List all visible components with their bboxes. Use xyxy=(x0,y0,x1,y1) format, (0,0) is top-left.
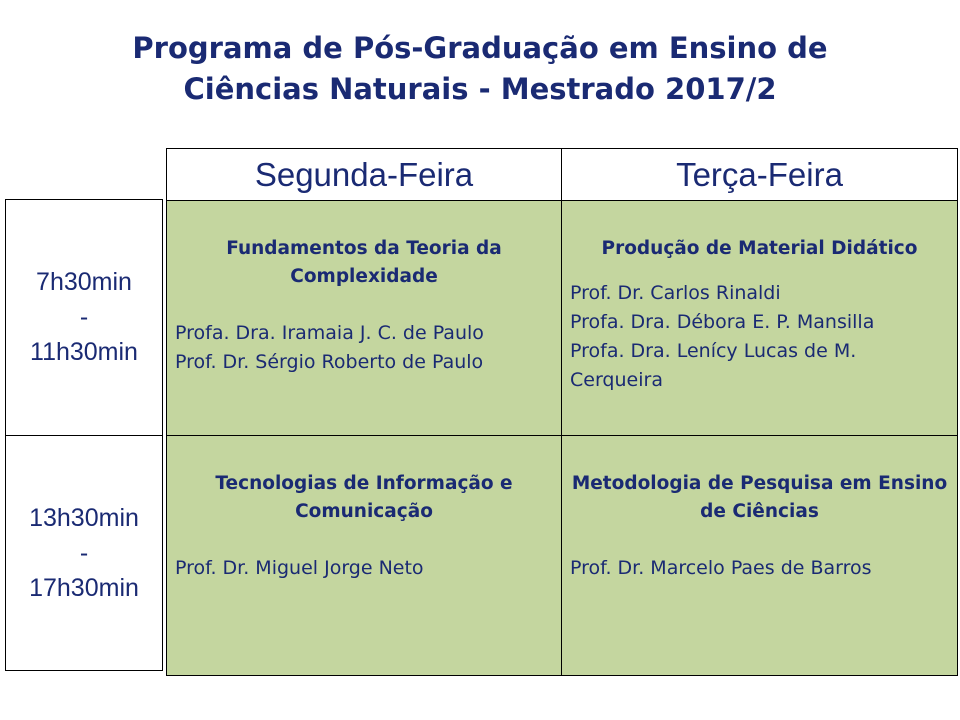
title-line-1: Programa de Pós-Graduação em Ensino de xyxy=(132,31,828,65)
professor-name: Cerqueira xyxy=(570,369,663,391)
time-slot-afternoon xyxy=(5,435,163,671)
professor-name: Prof. Dr. Marcelo Paes de Barros xyxy=(570,557,872,579)
time-end: 17h30min xyxy=(29,573,139,602)
class-cell-morning-monday xyxy=(166,200,562,436)
title-line-2: Ciências Naturais - Mestrado 2017/2 xyxy=(183,72,777,106)
time-separator: - xyxy=(79,303,89,331)
time-end: 11h30min xyxy=(30,338,138,366)
professor-name: Prof. Dr. Carlos Rinaldi xyxy=(570,282,781,304)
professor-name: Profa. Dra. Lenícy Lucas de M. xyxy=(570,340,857,362)
page-title xyxy=(0,28,960,110)
class-cell-morning-tuesday xyxy=(561,200,958,436)
day-header-tuesday: Terça-Feira xyxy=(561,148,958,201)
time-separator: - xyxy=(79,538,89,567)
course-name: Tecnologias de Informação e Comunicação xyxy=(215,473,513,522)
professor-name: Prof. Dr. Sérgio Roberto de Paulo xyxy=(175,351,484,373)
day-header-monday: Segunda-Feira xyxy=(166,148,562,201)
professor-list xyxy=(175,554,553,583)
professor-list xyxy=(570,554,949,583)
class-cell-afternoon-tuesday xyxy=(561,435,958,676)
time-start: 7h30min xyxy=(36,268,132,296)
class-cell-afternoon-monday xyxy=(166,435,562,676)
course-name: Metodologia de Pesquisa em Ensino de Ciências xyxy=(571,473,948,522)
time-slot-morning xyxy=(5,199,163,436)
professor-name: Profa. Dra. Débora E. P. Mansilla xyxy=(570,311,875,333)
professor-list xyxy=(570,279,949,395)
time-start: 13h30min xyxy=(29,503,139,532)
course-name: Produção de Material Didático xyxy=(601,238,918,259)
professor-name: Profa. Dra. Iramaia J. C. de Paulo xyxy=(175,322,484,344)
professor-name: Prof. Dr. Miguel Jorge Neto xyxy=(175,557,424,579)
professor-list xyxy=(175,319,553,377)
course-name: Fundamentos da Teoria da Complexidade xyxy=(226,238,502,287)
